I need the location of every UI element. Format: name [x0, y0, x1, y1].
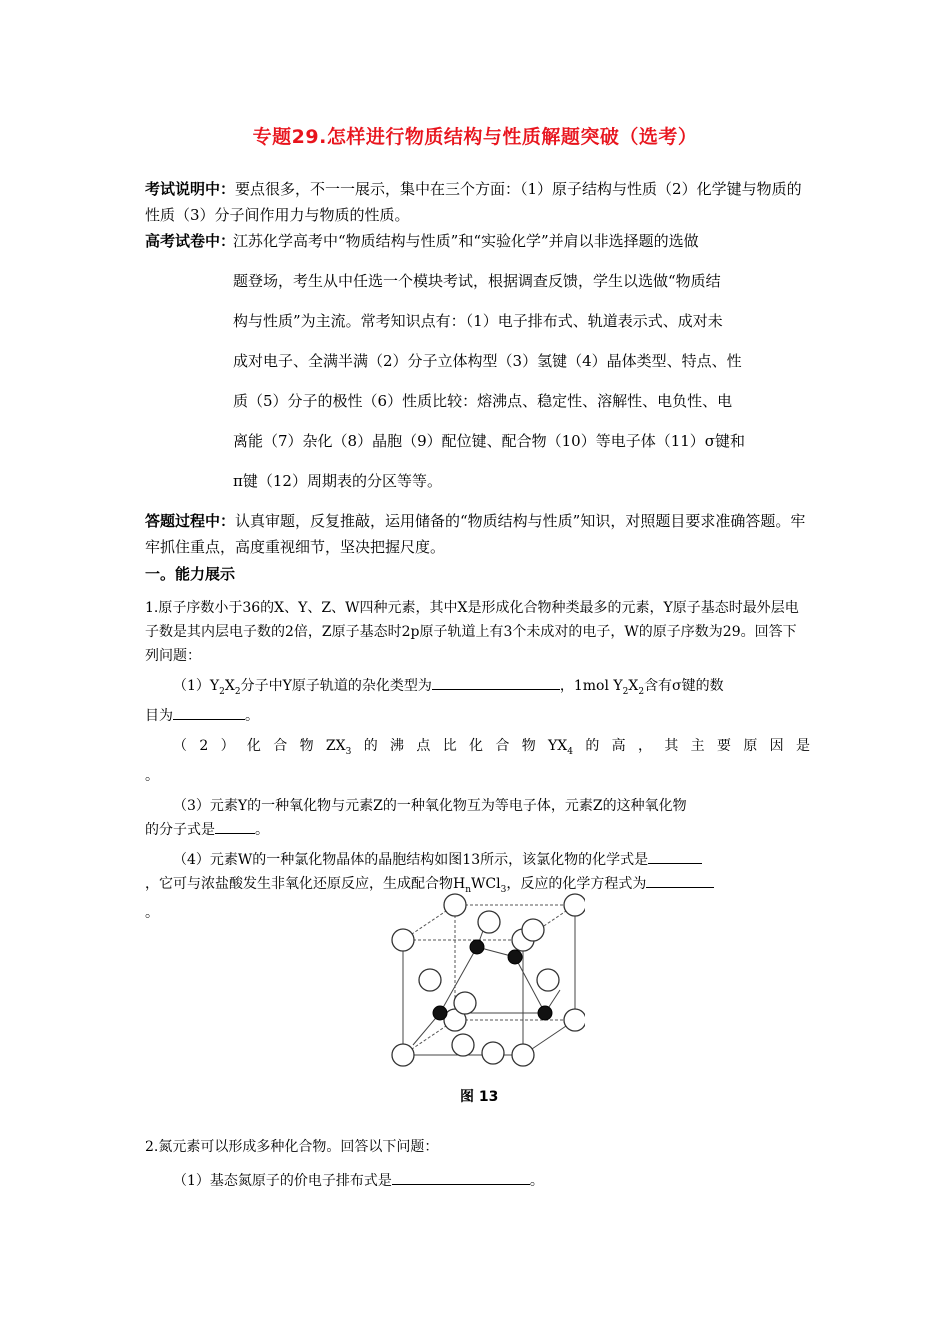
gaokao-label: 高考试卷中：	[145, 232, 236, 250]
answer-blank[interactable]	[215, 819, 255, 834]
gaokao-line: 构与性质”为主流。常考知识点有：（1）电子排布式、轨道表示式、成对未	[233, 312, 723, 330]
question-2-part-1: （1）基态氮原子的价电子排布式是 。	[145, 1169, 810, 1193]
question-1-part-4-cont: ，它可与浓盐酸发生非氧化还原反应，生成配合物$H_nWCl_3$，反应的化学方程式为	[145, 872, 810, 902]
question-1-part-4: （4）元素W的一种氯化物晶体的晶胞结构如图13所示，该氯化物的化学式是	[145, 848, 810, 872]
figure-caption: 图 13	[460, 1089, 499, 1105]
answer-blank[interactable]	[646, 873, 714, 888]
question-1-part-1: $(1)Y_2X_2$分子中Y原子轨道的杂化类型为 ，1mol $Y_2X_2$含有σ键的数	[145, 674, 810, 704]
gaokao-line: 题登场，考生从中任选一个模块考试，根据调查反馈，学生以选做“物质结	[233, 272, 721, 290]
answer-blank[interactable]	[173, 705, 245, 720]
question-1-part-2: （2）化合物$ZX_3$的沸点比化合物$YX_4$的高，其主要原因是	[173, 737, 810, 757]
exam-description-label: 考试说明中：	[145, 180, 236, 198]
question-1-part-3: （3）元素Y的一种氧化物与元素Z的一种氧化物互为等电子体，元素Z的这种氧化物	[173, 797, 687, 814]
question-1-part-4-end: 。	[145, 905, 159, 922]
gaokao-line: 质（5）分子的极性（6）性质比较：熔沸点、稳定性、溶解性、电负性、电	[233, 392, 733, 410]
crystal-unit-cell-figure	[385, 885, 585, 1105]
gaokao-line: 离能（7）杂化（8）晶胞（9）配位键、配合物（10）等电子体（11）σ键和	[233, 432, 746, 450]
gaokao-line: 成对电子、全满半满（2）分子立体构型（3）氢键（4）晶体类型、特点、性	[233, 352, 742, 370]
process-label: 答题过程中：	[145, 512, 236, 530]
question-1-part-3-cont: 的分子式是 。	[145, 818, 810, 842]
question-1-part-2-cont: 。	[145, 767, 159, 784]
question-1-part-1-cont: 目为 。	[145, 704, 810, 728]
question-1	[145, 596, 810, 925]
section-heading: 一。能力展示	[145, 565, 236, 583]
question-2	[145, 1135, 810, 1193]
question-1-intro: 1.原子序数小于36的X、Y、Z、W四种元素，其中X是形成化合物种类最多的元素，Y原子基态时最外层电子数是其内层电子数的2倍，Z原子基态时2p原子轨道上有3个未成对的电子，W的原子序数为29。回答下列问题：	[145, 600, 799, 664]
process-description	[145, 508, 810, 560]
answer-blank[interactable]	[392, 1170, 530, 1185]
answer-blank[interactable]	[648, 849, 702, 864]
gaokao-line: π键（12）周期表的分区等等。	[233, 472, 442, 490]
answer-blank[interactable]	[432, 675, 560, 690]
gaokao-text	[233, 221, 808, 501]
process-text: 认真审题，反复推敲，运用储备的“物质结构与性质”知识，对照题目要求准确答题。牢牢抓住重点，高度重视细节，坚决把握尺度。	[145, 512, 806, 556]
question-2-intro: 2.氮元素可以形成多种化合物。回答以下问题：	[145, 1139, 439, 1155]
gaokao-line: 江苏化学高考中“物质结构与性质”和“实验化学”并肩以非选择题的选做	[233, 232, 699, 250]
page-title: 专题29.怎样进行物质结构与性质解题突破（选考）	[252, 126, 698, 148]
exam-description-text: 要点很多，不一一展示，集中在三个方面：（1）原子结构与性质（2）化学键与物质的性质（3）分子间作用力与物质的性质。	[145, 180, 802, 224]
